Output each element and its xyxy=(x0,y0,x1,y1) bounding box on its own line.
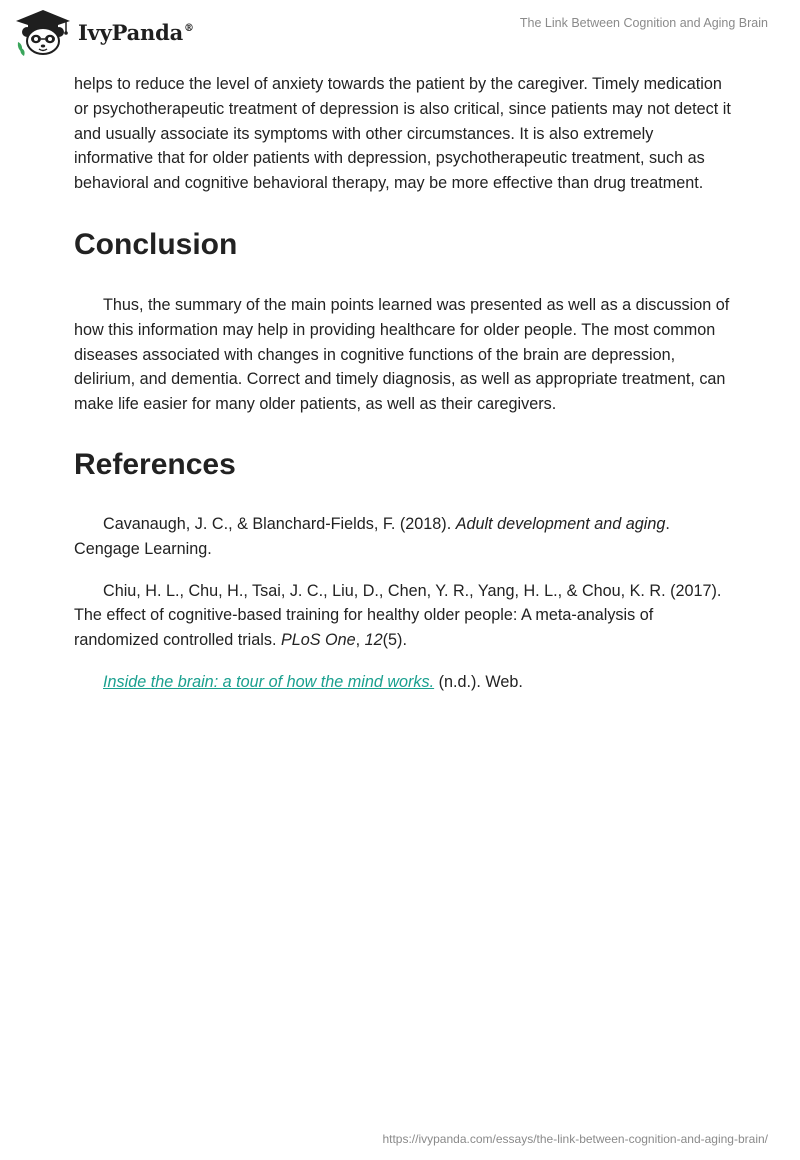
page-header xyxy=(0,0,800,60)
reference-journal: PLoS One xyxy=(280,631,356,650)
reference-title: Adult development and aging xyxy=(455,514,666,533)
registered-mark: ® xyxy=(184,22,194,34)
document-title: The Link Between Cognition and Aging Brain xyxy=(519,16,768,30)
conclusion-heading: Conclusion xyxy=(74,227,238,261)
conclusion-paragraph: Thus, the summary of the main points learned was presented as well as a discussion of how this information may help in providing healthcare for older people. The most common diseases associated with changes in cognitive functions of the brain are depression, delirium, and dementia. Correct and timely diagnosis, as well as appropriate treatment, can make life easier for many older patients, as well as their caregivers. xyxy=(74,295,730,414)
panda-graduate-icon xyxy=(14,8,72,56)
intro-paragraph: helps to reduce the level of anxiety towards the patient by the caregiver. Timely medication or psychotherapeutic treatment of depression is also critical, since patients may not detect it and usually associate its symptoms with other circumstances. It is also extremely informative that for older patients with depression, psychotherapeutic treatment, such as behavioral and cognitive behavioral therapy, may be more effective than drug treatment. xyxy=(74,75,731,193)
brand-name: IvyPanda® xyxy=(78,19,194,45)
reference-item: Cavanaugh, J. C., & Blanchard-Fields, F. (2018). Adult development and aging. Cengage Learning. xyxy=(74,514,670,558)
reference-link[interactable]: Inside the brain: a tour of how the mind works. xyxy=(103,672,435,691)
ivypanda-logo[interactable] xyxy=(14,8,194,56)
footer-url[interactable]: https://ivypanda.com/essays/the-link-between-cognition-and-aging-brain/ xyxy=(382,1132,768,1146)
reference-item: Inside the brain: a tour of how the mind works. (n.d.). Web. xyxy=(103,672,523,691)
references-heading: References xyxy=(74,447,236,481)
reference-item: Chiu, H. L., Chu, H., Tsai, J. C., Liu, D., Chen, Y. R., Yang, H. L., & Chou, K. R. (2017). The effect of cognitive-based training for healthy older people: A meta-analysis of randomized controlled trials. PLoS One, 12(5). xyxy=(74,581,722,650)
essay-content xyxy=(74,72,734,712)
reference-volume: 12 xyxy=(364,631,383,650)
